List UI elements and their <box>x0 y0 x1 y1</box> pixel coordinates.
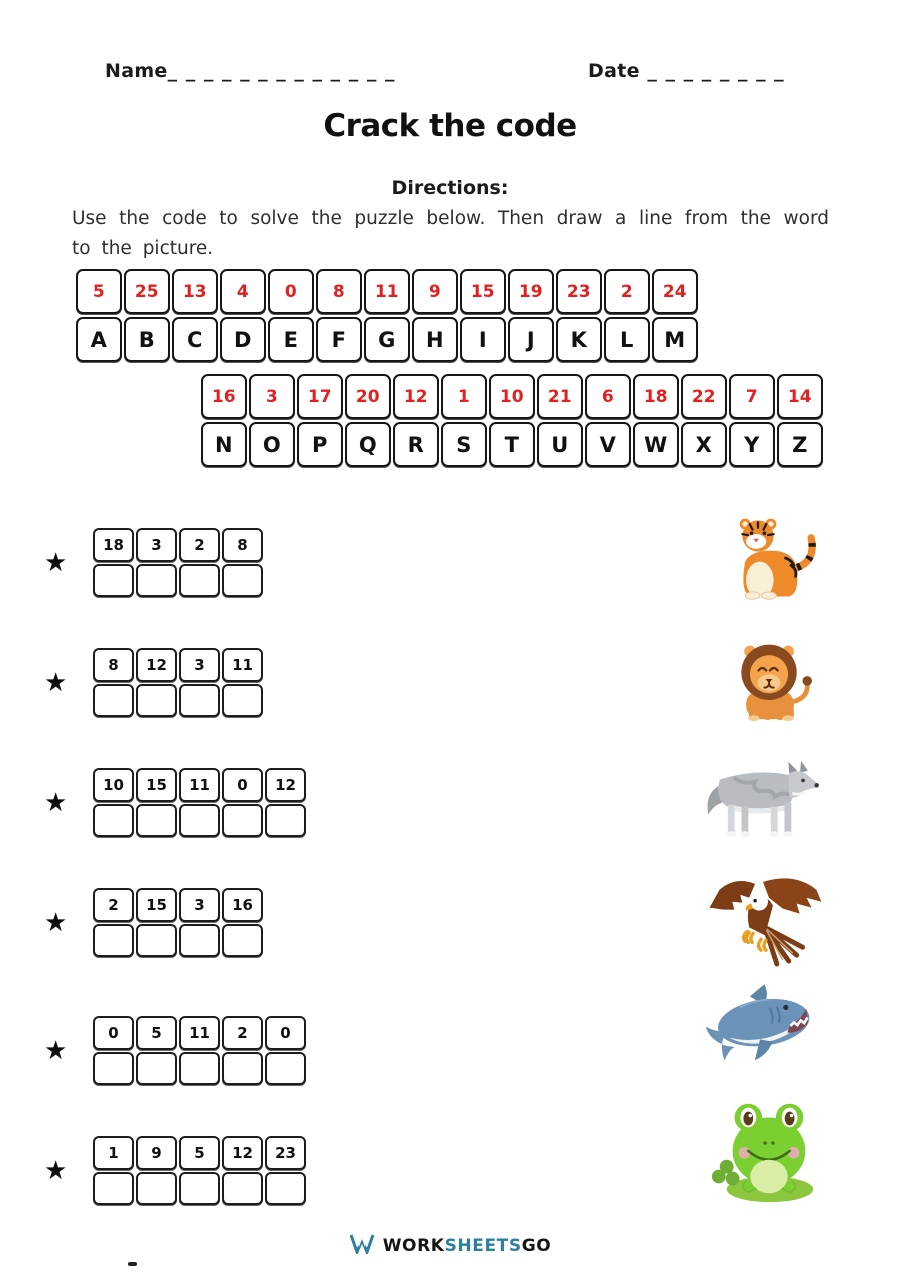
puzzle-cell-column <box>93 648 134 717</box>
puzzle-code-cell: 0 <box>265 1016 306 1050</box>
code-letter-cell: Q <box>345 422 391 467</box>
eagle-image <box>703 872 825 971</box>
code-letter-cell: X <box>681 422 727 467</box>
star-icon: ★ <box>44 787 68 818</box>
puzzle-row-2 <box>44 648 265 717</box>
puzzle-cell-column <box>179 648 220 717</box>
puzzle-answer-cell[interactable] <box>179 564 220 597</box>
code-letter-cell: U <box>537 422 583 467</box>
puzzle-code-cell: 12 <box>265 768 306 802</box>
puzzle-answer-cell[interactable] <box>179 804 220 837</box>
puzzle-cell-column <box>136 1016 177 1085</box>
code-letter-cell: E <box>268 317 314 362</box>
puzzle-code-cell: 15 <box>136 888 177 922</box>
puzzle-cell-column <box>93 1016 134 1085</box>
puzzle-cell-column <box>179 768 220 837</box>
code-table-a-m <box>76 269 700 362</box>
code-letter-cell: Y <box>729 422 775 467</box>
frog-image <box>706 1086 828 1210</box>
puzzle-code-cell: 15 <box>136 768 177 802</box>
code-number-cell: 12 <box>393 374 439 419</box>
puzzle-code-cell: 2 <box>93 888 134 922</box>
tiger-image <box>713 514 825 606</box>
code-letter-cell: A <box>76 317 122 362</box>
puzzle-cell-column <box>93 768 134 837</box>
code-letter-cell: B <box>124 317 170 362</box>
puzzle-row-4 <box>44 888 265 957</box>
puzzle-cell-column <box>136 528 177 597</box>
logo-text-go: GO <box>521 1235 552 1256</box>
puzzle-cell-column <box>179 1136 220 1205</box>
code-number-cell: 8 <box>316 269 362 314</box>
puzzle-code-cell: 3 <box>179 888 220 922</box>
code-table-n-z <box>201 374 825 467</box>
puzzle-cell-column <box>93 528 134 597</box>
puzzle-cell-column <box>222 528 263 597</box>
name-line <box>105 60 396 82</box>
puzzle-cell-column <box>179 1016 220 1085</box>
puzzle-row-5 <box>44 1016 308 1085</box>
code-number-cell: 6 <box>585 374 631 419</box>
puzzle-cell-column <box>265 768 306 837</box>
code-letter-cell: F <box>316 317 362 362</box>
puzzle-cell-column <box>93 888 134 957</box>
puzzle-cell-column <box>222 1136 263 1205</box>
shark-image <box>703 983 821 1085</box>
puzzle-answer-cell[interactable] <box>136 1172 177 1205</box>
puzzle-code-cell: 2 <box>179 528 220 562</box>
puzzle-answer-cell[interactable] <box>93 804 134 837</box>
puzzle-cell-column <box>222 1016 263 1085</box>
puzzle-cell-column <box>222 888 263 957</box>
code-number-cell: 3 <box>249 374 295 419</box>
code-number-cell: 10 <box>489 374 535 419</box>
date-blank-line[interactable]: _ _ _ _ _ _ _ _ <box>639 60 785 82</box>
lion-image <box>716 637 824 725</box>
puzzle-row-1 <box>44 528 265 597</box>
name-blank-line[interactable]: _ _ _ _ _ _ _ _ _ _ _ _ _ <box>167 60 396 82</box>
puzzle-answer-cell[interactable] <box>93 924 134 957</box>
puzzle-cells <box>93 648 265 717</box>
code-number-cell: 23 <box>556 269 602 314</box>
puzzle-code-cell: 11 <box>179 1016 220 1050</box>
puzzle-answer-cell[interactable] <box>136 924 177 957</box>
puzzle-answer-cell[interactable] <box>93 1052 134 1085</box>
code-letters-row <box>201 422 825 467</box>
code-number-cell: 17 <box>297 374 343 419</box>
puzzle-row-6 <box>44 1136 308 1205</box>
puzzle-code-cell: 18 <box>93 528 134 562</box>
code-letter-cell: H <box>412 317 458 362</box>
puzzle-answer-cell[interactable] <box>265 1052 306 1085</box>
code-number-cell: 25 <box>124 269 170 314</box>
puzzle-code-cell: 1 <box>93 1136 134 1170</box>
puzzle-code-cell: 0 <box>93 1016 134 1050</box>
puzzle-code-cell: 2 <box>222 1016 263 1050</box>
worksheetsgo-logo-icon <box>349 1233 376 1258</box>
puzzle-answer-cell[interactable] <box>222 1052 263 1085</box>
code-letter-cell: P <box>297 422 343 467</box>
name-label: Name <box>105 60 168 82</box>
puzzle-code-cell: 8 <box>222 528 263 562</box>
puzzle-cells <box>93 768 308 837</box>
code-letter-cell: S <box>441 422 487 467</box>
puzzle-cell-column <box>136 648 177 717</box>
puzzle-cells <box>93 1016 308 1085</box>
code-letter-cell: L <box>604 317 650 362</box>
code-letter-cell: N <box>201 422 247 467</box>
code-letter-cell: J <box>508 317 554 362</box>
puzzle-answer-cell[interactable] <box>222 684 263 717</box>
puzzle-cell-column <box>222 768 263 837</box>
directions-heading: Directions: <box>391 177 509 199</box>
puzzle-cell-column <box>265 1136 306 1205</box>
puzzle-cell-column <box>222 648 263 717</box>
puzzle-cell-column <box>136 888 177 957</box>
logo-text-work: WORK <box>382 1235 445 1256</box>
code-numbers-row <box>76 269 700 314</box>
date-label: Date <box>588 60 640 82</box>
star-icon: ★ <box>44 667 68 698</box>
puzzle-answer-cell[interactable] <box>93 684 134 717</box>
puzzle-code-cell: 10 <box>93 768 134 802</box>
code-number-cell: 16 <box>201 374 247 419</box>
code-number-cell: 7 <box>729 374 775 419</box>
cut-off-glyph <box>128 1262 137 1266</box>
code-letters-row <box>76 317 700 362</box>
code-letter-cell: D <box>220 317 266 362</box>
puzzle-answer-cell[interactable] <box>222 564 263 597</box>
code-number-cell: 20 <box>345 374 391 419</box>
puzzle-code-cell: 3 <box>179 648 220 682</box>
puzzle-cell-column <box>136 1136 177 1205</box>
code-letter-cell: I <box>460 317 506 362</box>
star-icon: ★ <box>44 1155 68 1186</box>
code-number-cell: 2 <box>604 269 650 314</box>
puzzle-answer-cell[interactable] <box>179 1052 220 1085</box>
code-letter-cell: V <box>585 422 631 467</box>
code-number-cell: 13 <box>172 269 218 314</box>
puzzle-code-cell: 11 <box>179 768 220 802</box>
code-number-cell: 5 <box>76 269 122 314</box>
puzzle-cells <box>93 528 265 597</box>
code-letter-cell: G <box>364 317 410 362</box>
puzzle-code-cell: 0 <box>222 768 263 802</box>
puzzle-code-cell: 11 <box>222 648 263 682</box>
puzzle-code-cell: 5 <box>179 1136 220 1170</box>
puzzle-row-3 <box>44 768 308 837</box>
code-number-cell: 24 <box>652 269 698 314</box>
code-number-cell: 4 <box>220 269 266 314</box>
puzzle-code-cell: 16 <box>222 888 263 922</box>
logo-text-sheets: SHEETS <box>444 1235 522 1256</box>
code-letter-cell: Z <box>777 422 823 467</box>
code-number-cell: 22 <box>681 374 727 419</box>
code-number-cell: 18 <box>633 374 679 419</box>
puzzle-code-cell: 9 <box>136 1136 177 1170</box>
date-line <box>588 60 785 82</box>
star-icon: ★ <box>44 1035 68 1066</box>
puzzle-answer-cell[interactable] <box>222 924 263 957</box>
code-letter-cell: T <box>489 422 535 467</box>
puzzle-answer-cell[interactable] <box>136 804 177 837</box>
code-number-cell: 19 <box>508 269 554 314</box>
code-letter-cell: M <box>652 317 698 362</box>
puzzle-code-cell: 12 <box>136 648 177 682</box>
puzzle-cell-column <box>179 888 220 957</box>
puzzle-answer-cell[interactable] <box>265 804 306 837</box>
puzzle-cell-column <box>136 768 177 837</box>
puzzle-cells <box>93 888 265 957</box>
footer-logo <box>0 1233 900 1258</box>
puzzle-code-cell: 12 <box>222 1136 263 1170</box>
code-numbers-row <box>201 374 825 419</box>
code-number-cell: 9 <box>412 269 458 314</box>
code-letter-cell: W <box>633 422 679 467</box>
star-icon: ★ <box>44 907 68 938</box>
puzzle-cell-column <box>265 1016 306 1085</box>
code-number-cell: 21 <box>537 374 583 419</box>
puzzle-answer-cell[interactable] <box>179 684 220 717</box>
puzzle-code-cell: 3 <box>136 528 177 562</box>
puzzle-answer-cell[interactable] <box>93 1172 134 1205</box>
code-letter-cell: K <box>556 317 602 362</box>
puzzle-answer-cell[interactable] <box>136 684 177 717</box>
puzzle-cell-column <box>179 528 220 597</box>
code-number-cell: 1 <box>441 374 487 419</box>
puzzle-code-cell: 5 <box>136 1016 177 1050</box>
directions-text: Use the code to solve the puzzle below. Then draw a line from the word to the picture. <box>72 208 829 260</box>
star-icon: ★ <box>44 547 68 578</box>
puzzle-answer-cell[interactable] <box>179 924 220 957</box>
puzzle-answer-cell[interactable] <box>179 1172 220 1205</box>
code-number-cell: 11 <box>364 269 410 314</box>
puzzle-answer-cell[interactable] <box>136 1052 177 1085</box>
puzzle-code-cell: 23 <box>265 1136 306 1170</box>
code-number-cell: 0 <box>268 269 314 314</box>
puzzle-cell-column <box>93 1136 134 1205</box>
puzzle-answer-cell[interactable] <box>222 804 263 837</box>
puzzle-answer-cell[interactable] <box>136 564 177 597</box>
puzzle-cells <box>93 1136 308 1205</box>
puzzle-code-cell: 8 <box>93 648 134 682</box>
logo-text <box>383 1236 552 1256</box>
wolf-image <box>698 756 826 844</box>
code-number-cell: 15 <box>460 269 506 314</box>
code-letter-cell: R <box>393 422 439 467</box>
code-letter-cell: C <box>172 317 218 362</box>
code-letter-cell: O <box>249 422 295 467</box>
puzzle-answer-cell[interactable] <box>265 1172 306 1205</box>
puzzle-answer-cell[interactable] <box>93 564 134 597</box>
page-title: Crack the code <box>323 108 577 144</box>
code-number-cell: 14 <box>777 374 823 419</box>
puzzle-answer-cell[interactable] <box>222 1172 263 1205</box>
